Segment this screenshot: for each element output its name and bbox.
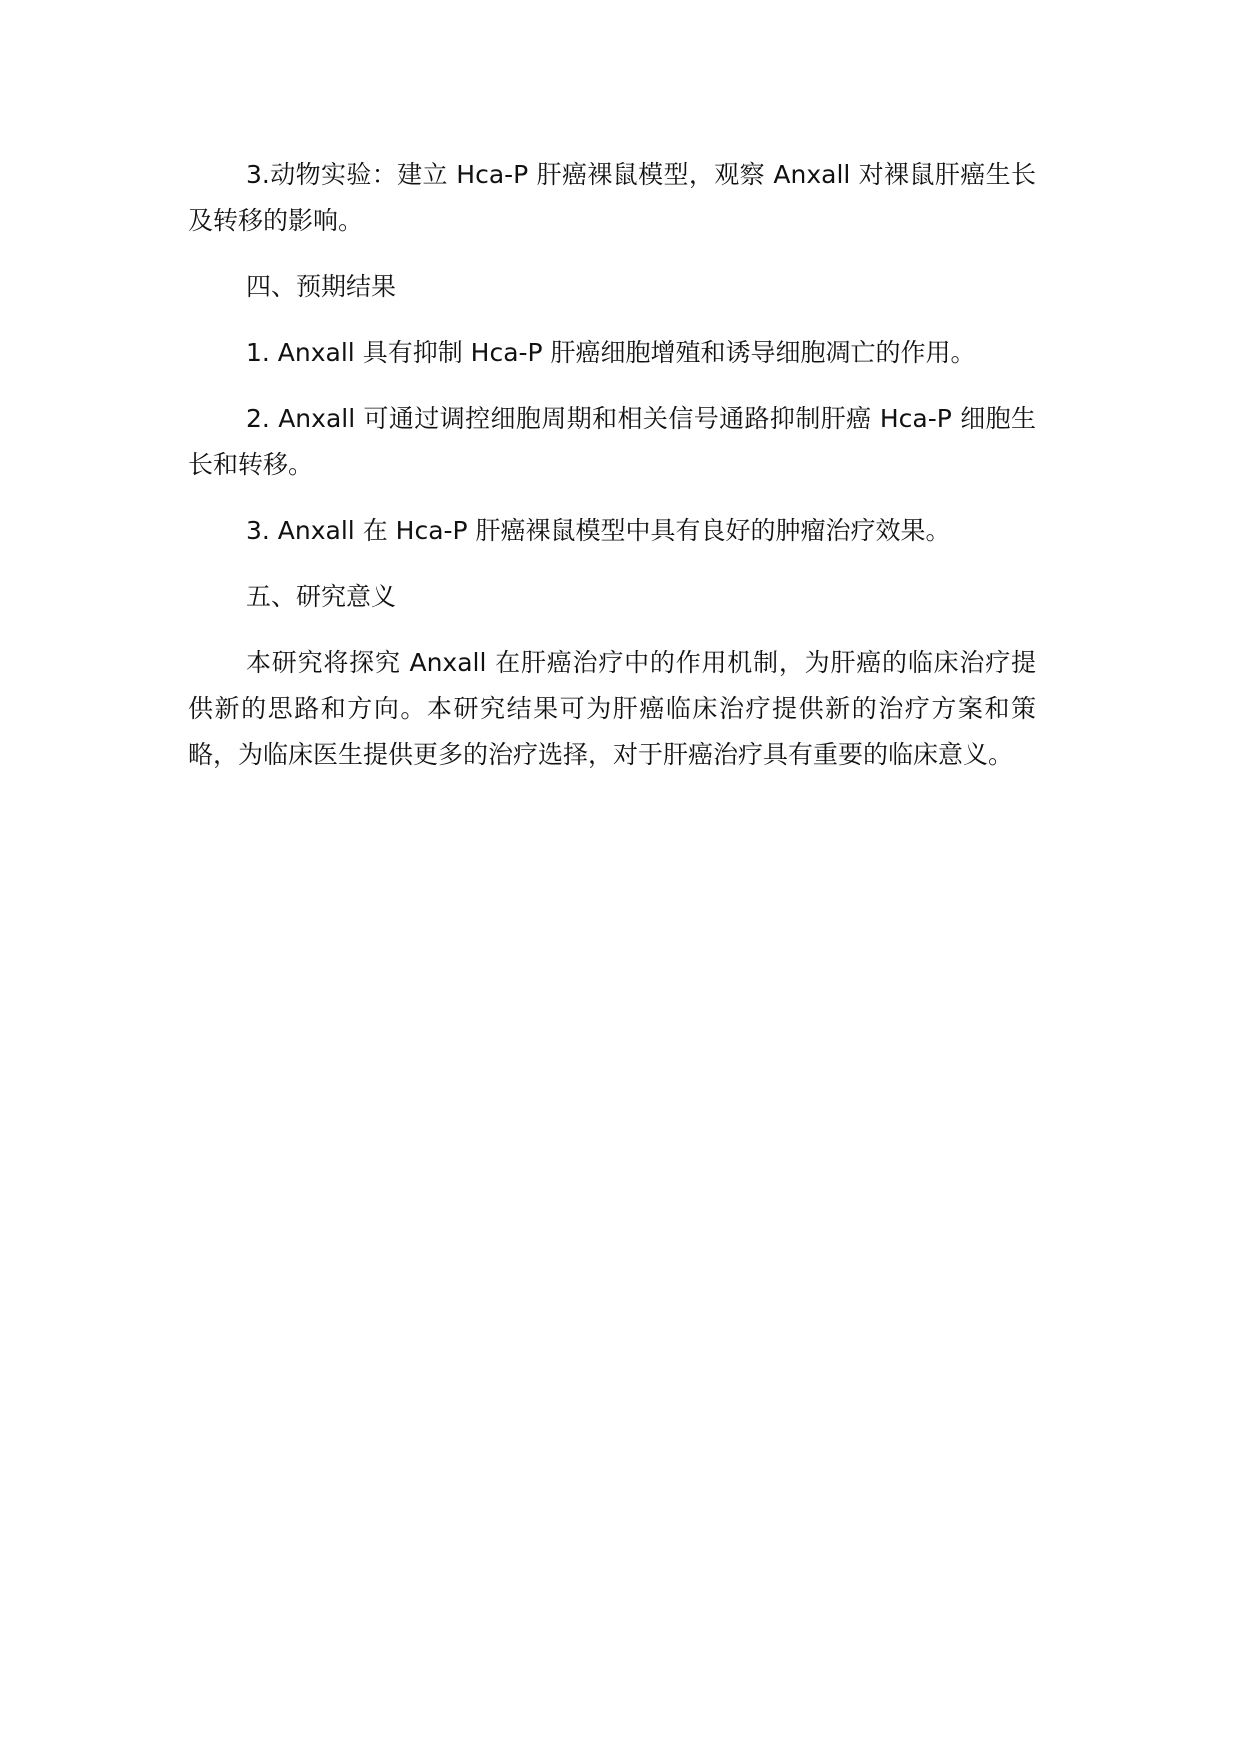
section-heading-expected-results: 四、预期结果 — [246, 272, 397, 301]
section-heading-research-significance: 五、研究意义 — [246, 582, 397, 611]
expected-result-item-1: 1. Anxall 具有抑制 Hca-P 肝癌细胞增殖和诱导细胞凋亡的作用。 — [246, 338, 976, 367]
document-page — [188, 152, 1036, 778]
paragraph-animal-experiment: 3.动物实验：建立 Hca-P 肝癌裸鼠模型，观察 Anxall 对裸鼠肝癌生长及转移的影响。 — [188, 160, 1036, 235]
expected-result-item-3: 3. Anxall 在 Hca-P 肝癌裸鼠模型中具有良好的肿瘤治疗效果。 — [246, 516, 951, 545]
expected-result-item-2: 2. Anxall 可通过调控细胞周期和相关信号通路抑制肝癌 Hca-P 细胞生长和转移。 — [188, 404, 1036, 479]
paragraph-research-significance: 本研究将探究 Anxall 在肝癌治疗中的作用机制，为肝癌的临床治疗提供新的思路和方向。本研究结果可为肝癌临床治疗提供新的治疗方案和策略，为临床医生提供更多的治疗选择，对于肝癌治疗具有重要的临床意义。 — [188, 648, 1036, 769]
